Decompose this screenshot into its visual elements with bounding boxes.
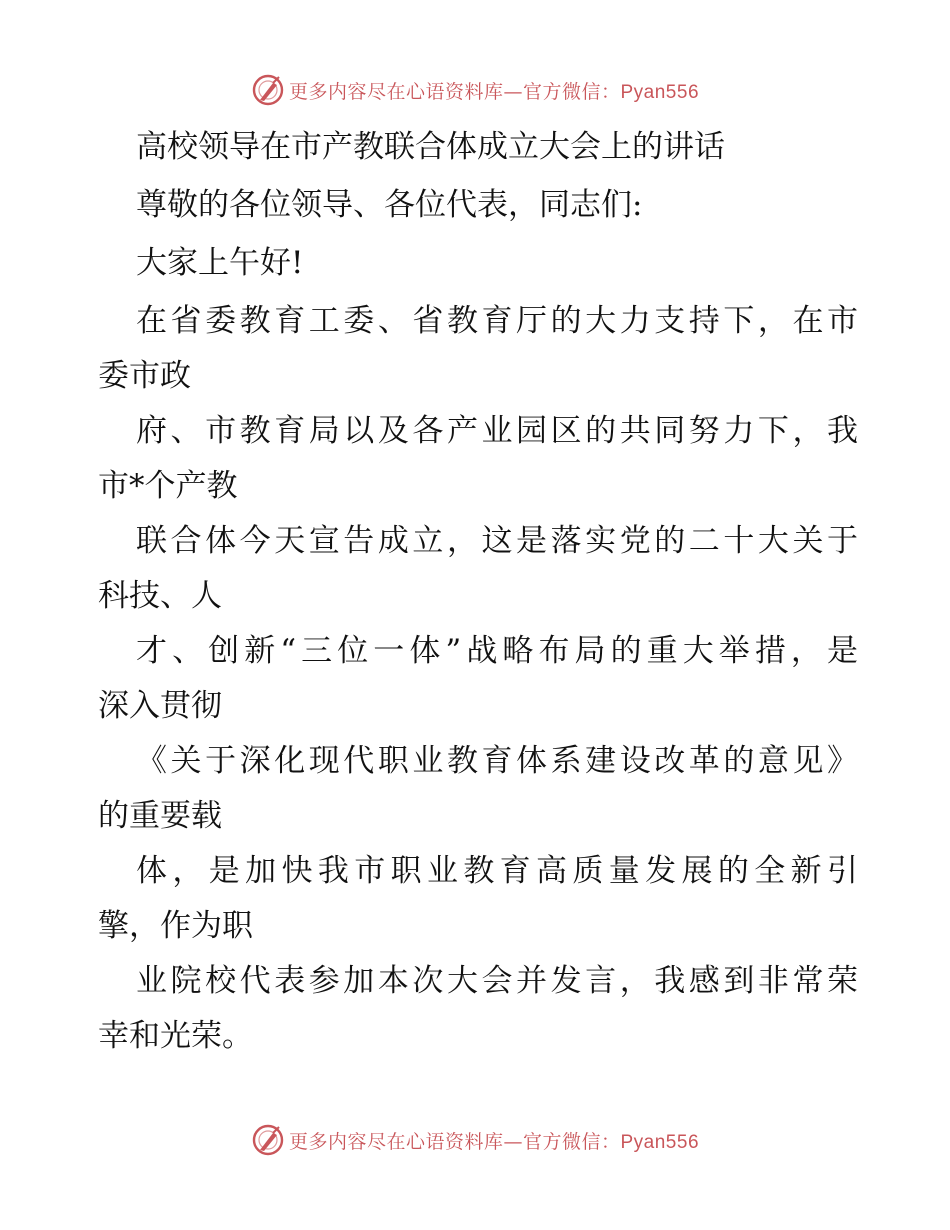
document-title: 高校领导在市产教联合体成立大会上的讲话 [136,129,725,165]
quill-logo-icon [251,1123,285,1157]
watermark-header [0,70,950,110]
paragraph-line: 幸和光荣。 [98,1018,253,1054]
paragraph-line: 在省委教育工委、省教育厅的大力支持下，在市 [136,303,858,339]
paragraph-line: 体，是加快我市职业教育高质量发展的全新引 [136,853,858,889]
document-body [98,118,858,1062]
watermark-text: 更多内容尽在心语资料库—官方微信：Pyan556 [288,1130,700,1153]
paragraph-line: 科技、人 [98,578,222,614]
greeting: 大家上午好! [136,245,304,281]
paragraph-line: 才、创新“三位一体”战略布局的重大举措，是 [136,633,858,669]
paragraph-line: 《关于深化现代职业教育体系建设改革的意见》 [136,743,858,779]
wechat-id: Pyan556 [620,81,700,103]
watermark-text: 更多内容尽在心语资料库—官方微信：Pyan556 [288,80,700,103]
paragraph-line: 的重要载 [98,798,222,834]
wechat-id: Pyan556 [620,1131,700,1153]
paragraph-line: 委市政 [98,358,191,394]
paragraph-line: 深入贯彻 [98,688,222,724]
paragraph-line: 擎，作为职 [98,908,253,944]
paragraph-line: 业院校代表参加本次大会并发言，我感到非常荣 [136,963,858,999]
paragraph-line: 联合体今天宣告成立，这是落实党的二十大关于 [136,523,858,559]
quill-logo-icon [251,73,285,107]
watermark-footer [0,1120,950,1160]
paragraph-line: 市*个产教 [98,468,238,504]
paragraph-line: 府、市教育局以及各产业园区的共同努力下，我 [136,413,858,449]
salutation: 尊敬的各位领导、各位代表，同志们: [136,187,643,223]
